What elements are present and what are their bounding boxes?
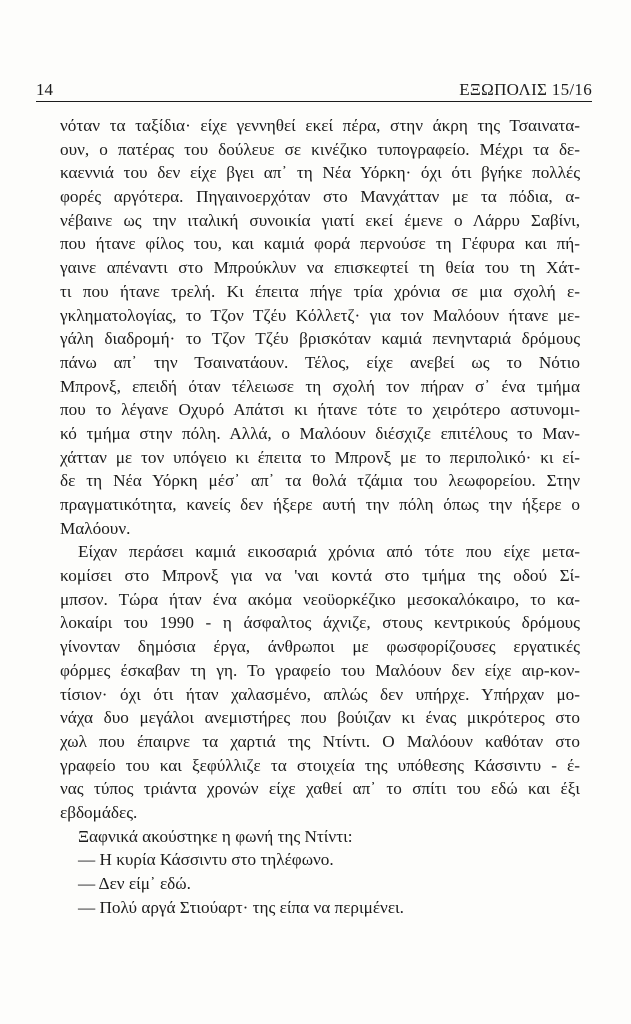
page-number: 14 (36, 80, 53, 99)
dialogue-line (60, 896, 580, 920)
dialogue-line (60, 872, 580, 896)
text-line: εβδομάδες. (60, 802, 138, 822)
text-line: που το λέγανε Οχυρό Απάτσι κι ήτανε τότε το χειρότερο αστυνομι- (60, 400, 580, 420)
text-line: — Δεν είμ᾽ εδώ. (78, 874, 191, 893)
text-line: — Η κυρία Κάσσιντυ στο τηλέφωνο. (78, 850, 334, 870)
text-line: γραφείο του και ξεφύλλιζε τα στοιχεία της υπόθεσης Κάσσιντυ - έ- (60, 755, 580, 775)
text-line: γκληματολογίας, το Τζον Τζέυ Κόλλετζ· για τον Μαλόουν ήτανε με- (60, 305, 580, 325)
text-line: Μπρονξ, επειδή όταν τέλειωσε τη σχολή τον πήραν σ᾽ ένα τμήμα (60, 376, 580, 396)
text-line: χάτταν με τον υπόγειο κι έπειτα το Μπρονξ με το περιπολικό· κι εί- (60, 447, 580, 467)
text-line: νας τύπος τριάντα χρονών είχε χαθεί απ᾽ το σπίτι του εδώ και έξι (60, 779, 580, 799)
text-line: — Πολύ αργά Στιούαρτ· της είπα να περιμένει. (78, 897, 404, 917)
journal-title: ΕΞΩΠΟΛΙΣ 15/16 (459, 80, 592, 99)
text-line: Μαλόουν. (60, 518, 131, 538)
paragraph (60, 114, 580, 540)
text-line: ουν, ο πατέρας του δούλευε σε κινέζικο τυπογραφείο. Μέχρι τα δε- (60, 139, 580, 159)
text-line: τι που ήτανε τρελή. Κι έπειτα πήγε τρία χρόνια σε μια σχολή ε- (60, 281, 580, 301)
text-line: καεννιά του δεν είχε βγει απ᾽ τη Νέα Υόρκη· όχι ότι βγήκε πολλές (60, 163, 580, 183)
header-rule (36, 101, 592, 102)
body-text (60, 114, 580, 919)
text-line: τίσιον· όχι ότι ήταν χαλασμένο, απλώς δεν υπήρχε. Υπήρχαν μο- (60, 684, 580, 704)
text-line: γίνονταν δημόσια έργα, άνθρωποι με φωσφορίζουσες εργατικές (60, 637, 580, 657)
dialogue-line (60, 848, 580, 872)
text-line: χωλ που έπαιρνε τα χαρτιά της Ντίντι. Ο Μαλόουν καθόταν στο (60, 731, 580, 751)
running-head (36, 80, 592, 100)
text-line: μπσον. Τώρα ήταν ένα ακόμα νεοϋορκέζικο μεσοκαλόκαιρο, το κα- (60, 589, 580, 609)
text-line: Ξαφνικά ακούστηκε η φωνή της Ντίντι: (78, 826, 353, 846)
text-line: κό τμήμα στην πόλη. Αλλά, ο Μαλόουν διέσχιζε επιτέλους το Μαν- (60, 423, 580, 443)
text-line: που ήτανε φίλος του, και καμιά φορά περνούσε τη Γέφυρα και πή- (60, 234, 580, 254)
paragraph (60, 540, 580, 824)
text-line: γαινε απέναντι στο Μπρούκλυν να επισκεφτεί τη θεία του τη Χάτ- (60, 258, 580, 278)
text-line: Είχαν περάσει καμιά εικοσαριά χρόνια από τότε που είχε μετα- (78, 542, 580, 562)
text-line: πάνω απ᾽ την Τσαινατάουν. Τέλος, είχε ανεβεί ως το Νότιο (60, 352, 580, 372)
text-line: πραγματικότητα, κανείς δεν ήξερε αυτή την πόλη όπως την ήξερε ο (60, 495, 580, 514)
text-line: νέβαινε ως την ιταλική συνοικία γιατί εκεί έμενε ο Λάρρυ Σαβίνι, (60, 210, 580, 230)
text-line: νάχα δυο μεγάλοι ανεμιστήρες που βούιζαν κι ένας μικρότερος στο (60, 708, 580, 728)
text-line: γάλη διαδρομή· το Τζον Τζέυ βρισκόταν καμιά πενηνταριά δρόμους (60, 329, 580, 349)
text-line: δε τη Νέα Υόρκη μέσ᾽ απ᾽ τα θολά τζάμια του λεωφορείου. Στην (60, 471, 580, 491)
text-line: φορές αργότερα. Πηγαινοερχόταν στο Μανχάτταν με τα πόδια, α- (60, 187, 580, 207)
text-line: κομίσει στο Μπρονξ για να 'ναι κοντά στο τμήμα της οδού Σί- (60, 566, 580, 586)
text-line: νόταν τα ταξίδια· είχε γεννηθεί εκεί πέρα, στην άκρη της Τσαινατα- (60, 116, 580, 135)
text-line: φόρμες έσκαβαν τη γη. Το γραφείο του Μαλόουν δεν είχε αιρ-κον- (60, 660, 580, 680)
text-line: λοκαίρι του 1990 - η άσφαλτος άχνιζε, στους κεντρικούς δρόμους (60, 613, 580, 633)
paragraph (60, 825, 580, 849)
